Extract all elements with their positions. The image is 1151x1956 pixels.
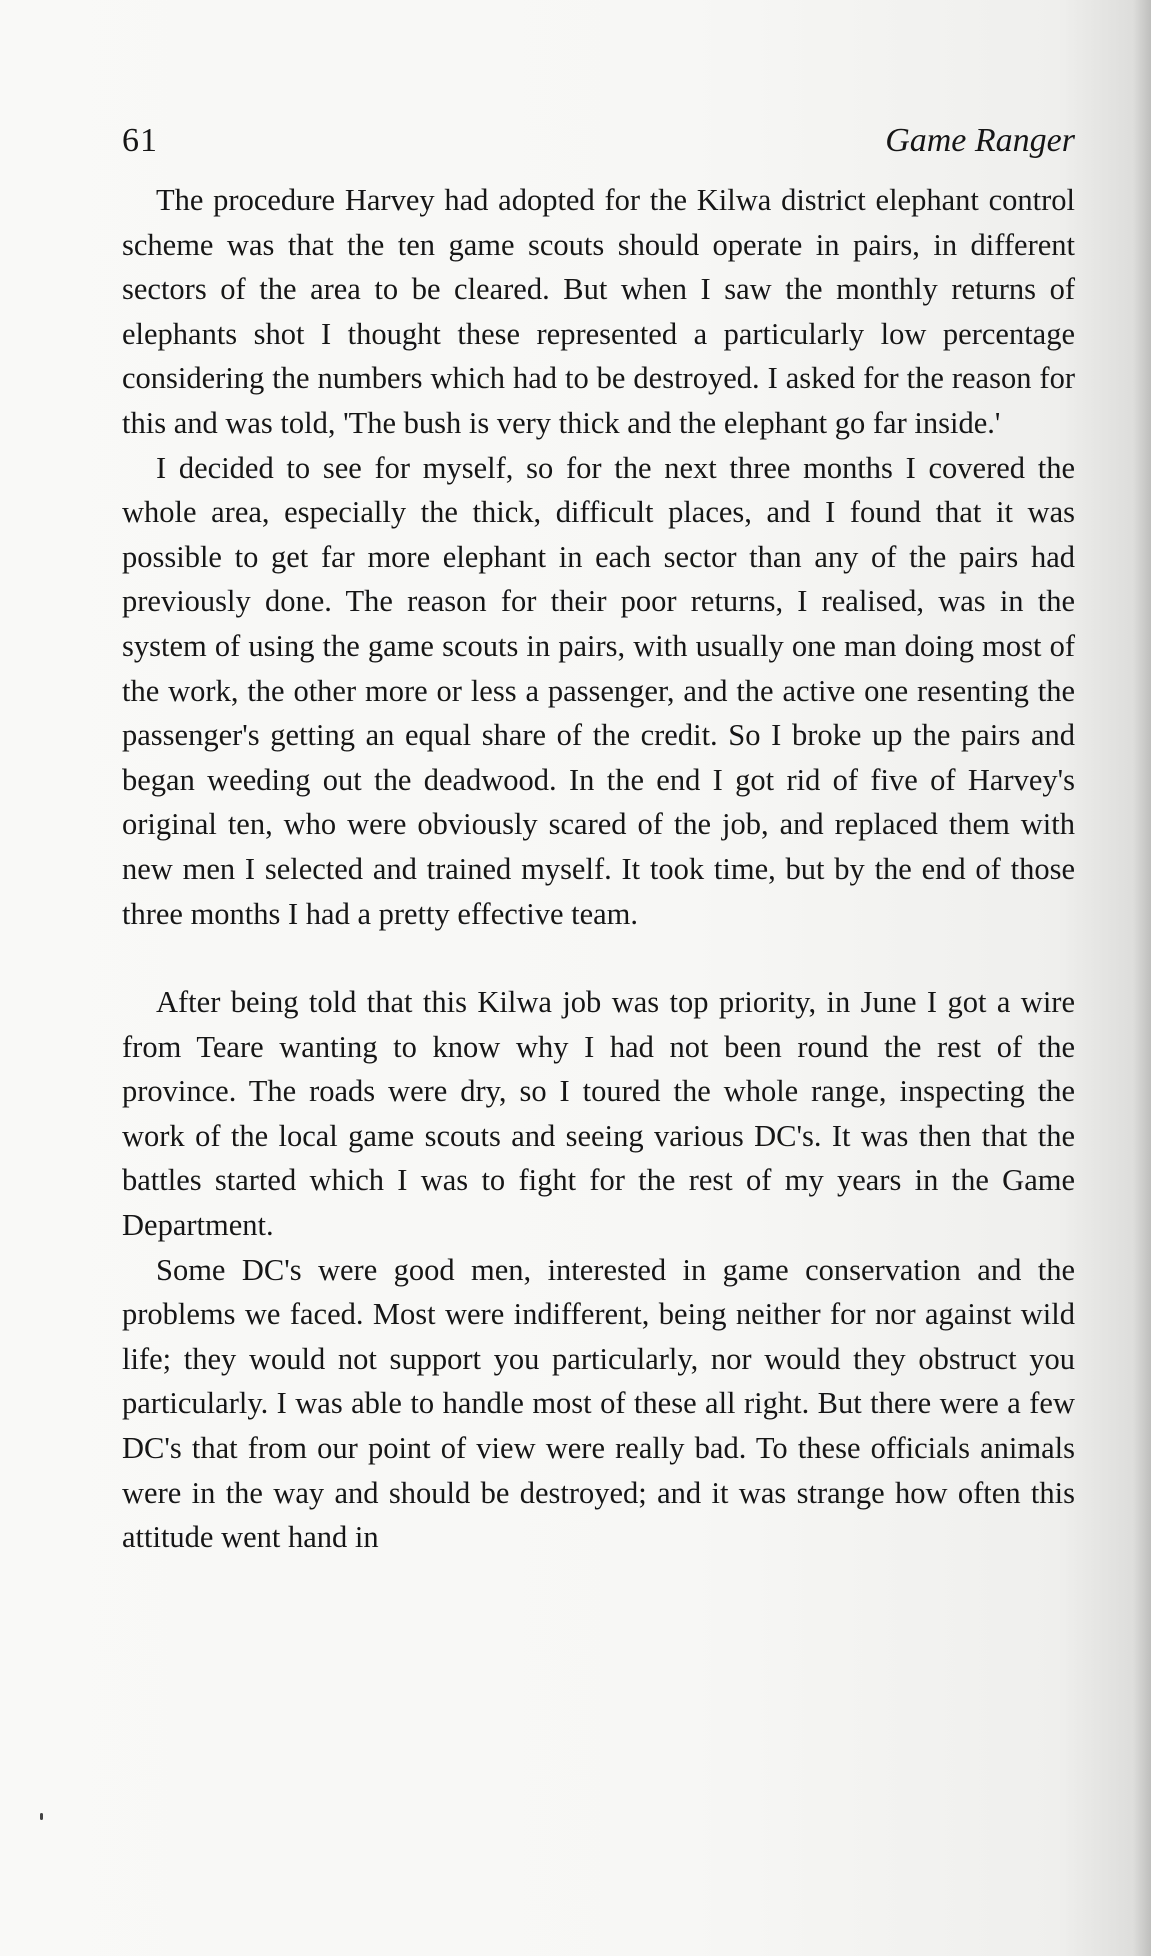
paragraph-3: After being told that this Kilwa job was top priority, in June I got a wire from Teare wanting to know why I had not been round the rest of the province. The roads were dry, so I toured the whole range, inspecting the work of the local game scouts and seeing various DC's. It was then that the battles started which I was to fight for the rest of my years in the Game Department. [122,985,1075,1243]
scan-speck [40,1813,43,1820]
running-head [122,118,1075,168]
page-edge-shadow [1133,0,1151,1956]
page-number: 61 [122,122,158,159]
section-break [122,936,1075,980]
running-title: Game Ranger [885,122,1075,159]
paragraph-4: Some DC's were good men, interested in game conservation and the problems we faced. Most were indifferent, being neither for nor against wild life; they would not support you particularly, nor would they obstruct you particularly. I was able to handle most of these all right. But there were a few DC's that from our point of view were really bad. To these officials animals were in the way and should be destroyed; and it was strange how often this attitude went hand in [122,1252,1075,1555]
paragraph-1: The procedure Harvey had adopted for the Kilwa district elephant control scheme was that the ten game scouts should operate in pairs, in different sectors of the area to be cleared. But when I saw the monthly returns of elephants shot I thought these represented a particularly low percentage considering the numbers which had to be destroyed. I asked for the reason for this and was told, 'The bush is very thick and the elephant go far inside.' [122,183,1075,440]
paragraph-2: I decided to see for myself, so for the next three months I covered the whole area, especially the thick, difficult places, and I found that it was possible to get far more elephant in each sector than any of the pairs had previously done. The reason for their poor returns, I realised, was in the system of using the game scouts in pairs, with usually one man doing most of the work, the other more or less a passenger, and the active one resenting the passenger's getting an equal share of the credit. So I broke up the pairs and began weeding out the deadwood. In the end I got rid of five of Harvey's original ten, who were obviously scared of the job, and replaced them with new men I selected and trained myself. It took time, but by the end of those three months I had a pretty effective team. [122,450,1075,931]
body-text [122,178,1075,1560]
